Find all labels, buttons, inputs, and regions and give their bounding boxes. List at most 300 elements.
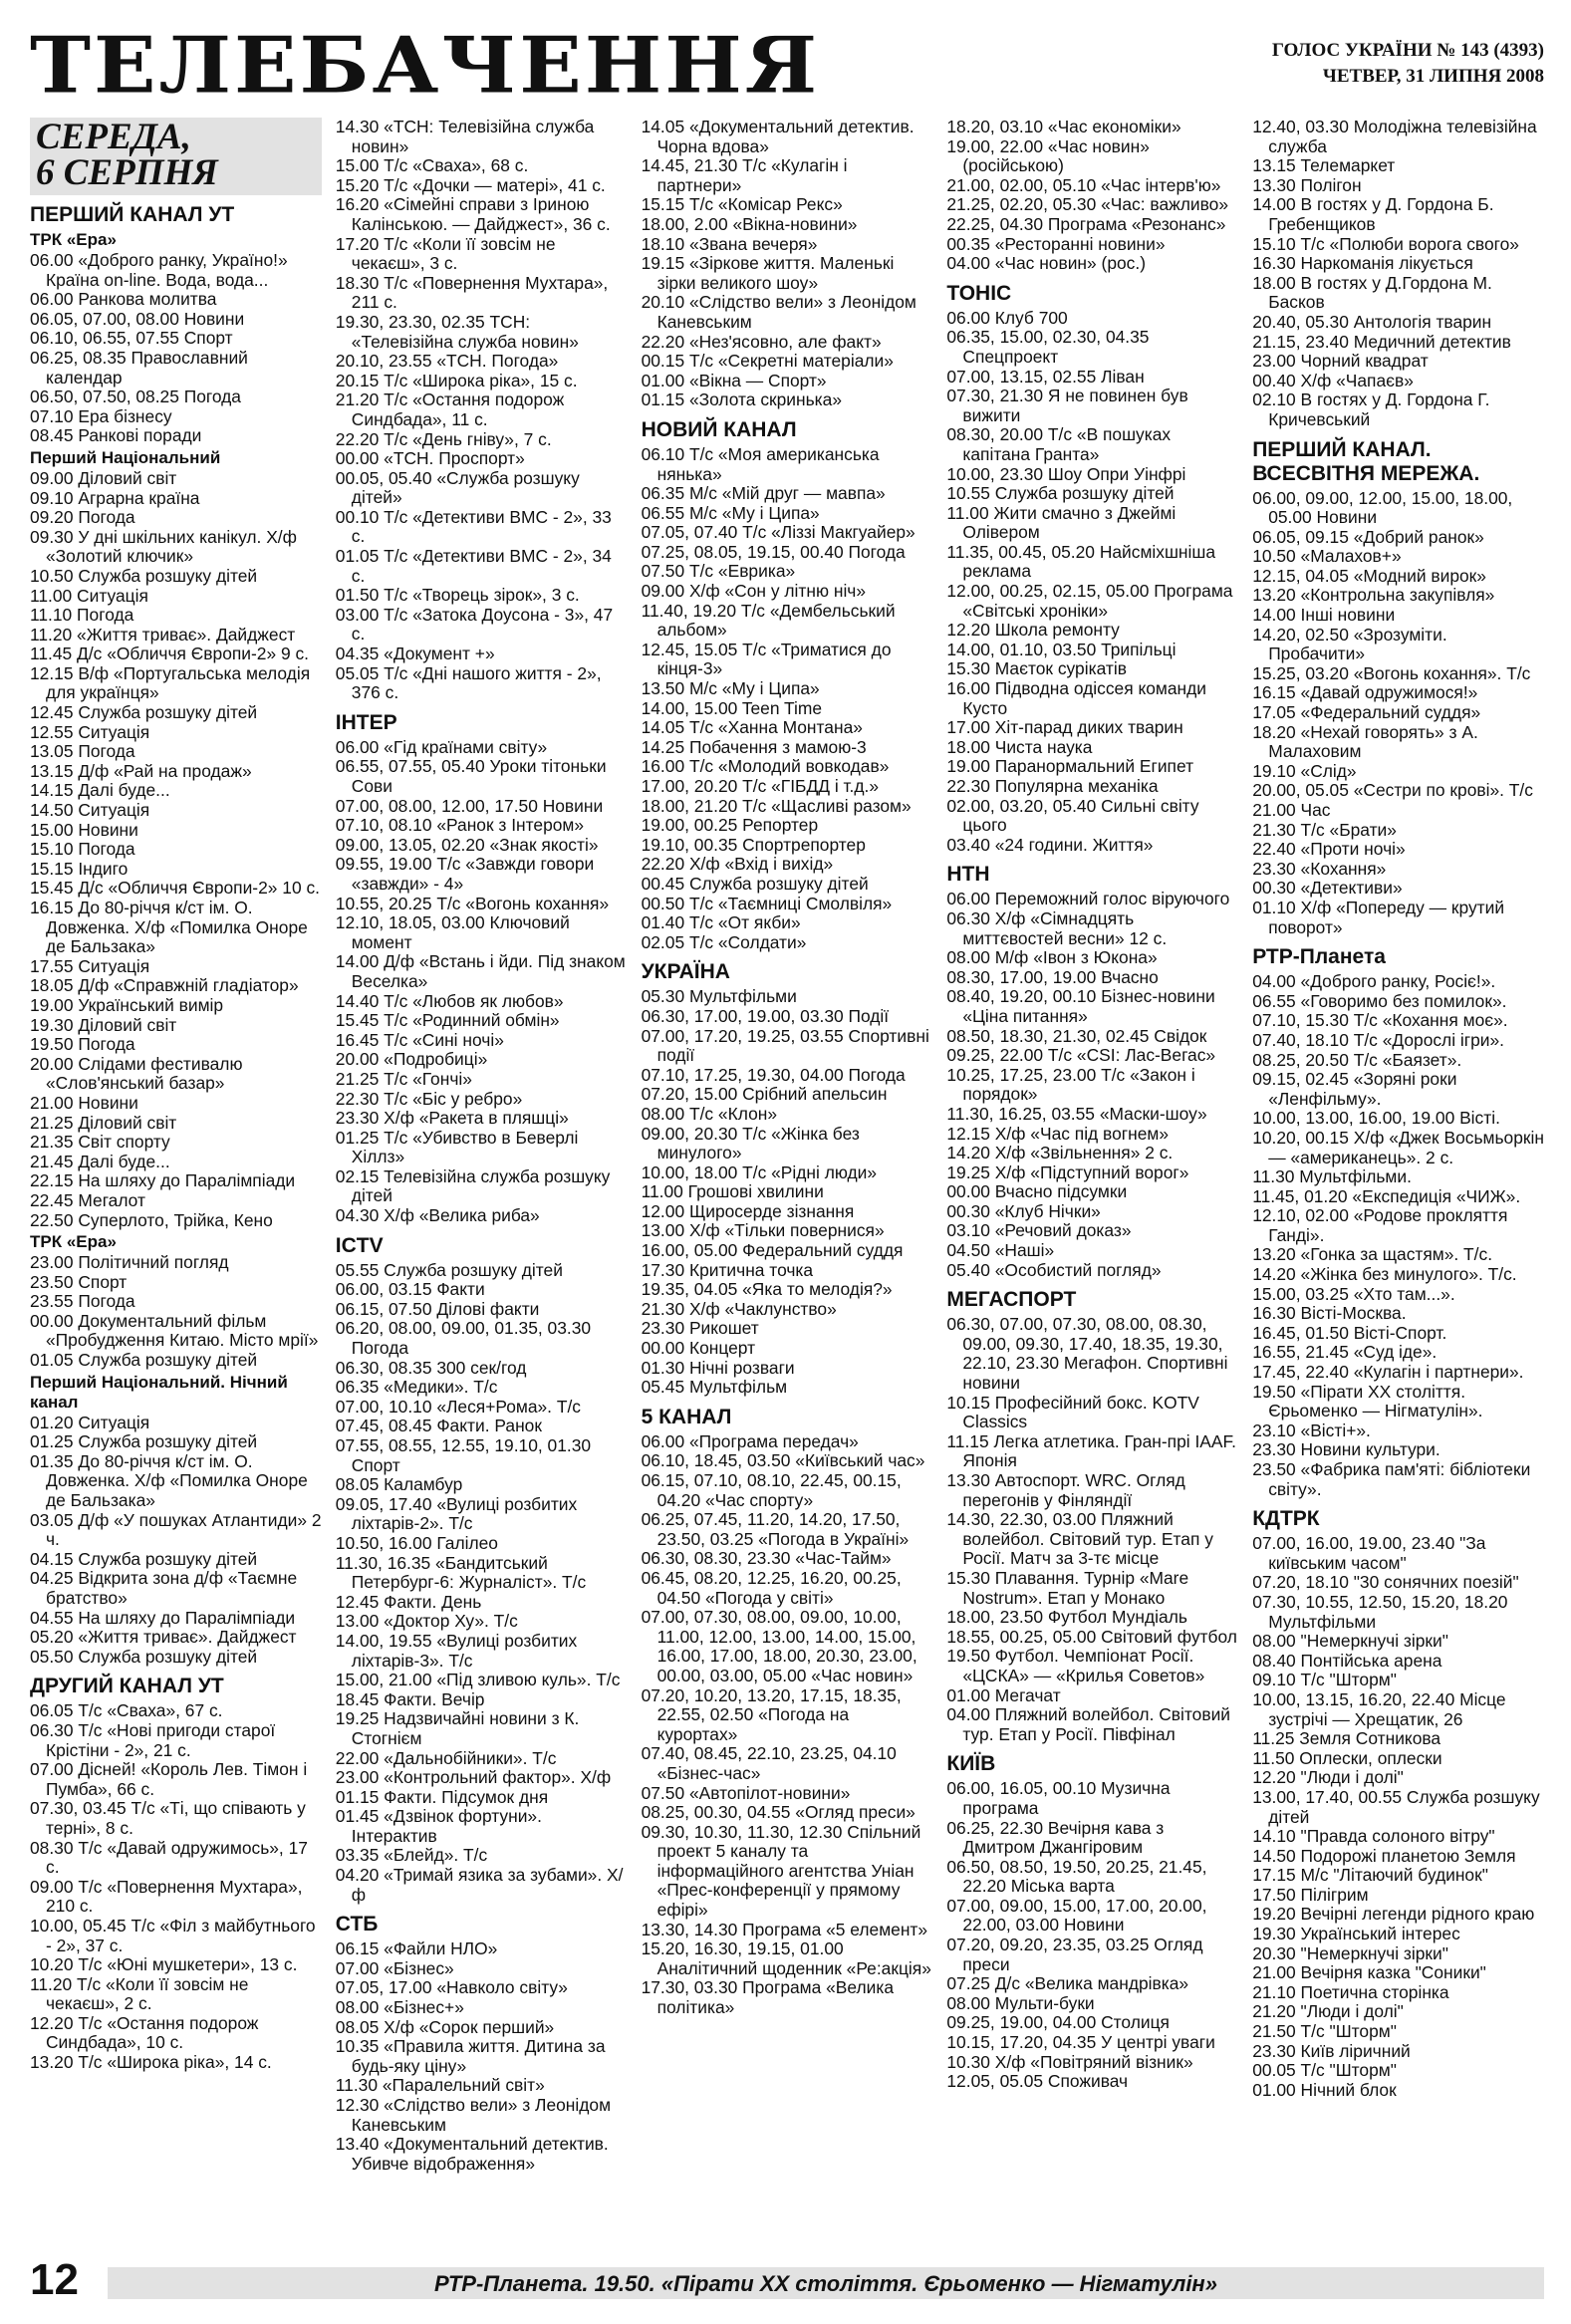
listing-item: 00.00 «ТСН. Проспорт» (335, 448, 525, 469)
listing-item: 14.45, 21.30 Т/с «Кулагін і партнери» (641, 155, 848, 195)
listing-item: 19.00, 22.00 «Час новин» (російською) (946, 135, 1150, 176)
listing-item: 18.20, 03.10 «Час економіки» (946, 118, 1181, 136)
listing-item: 15.00, 21.00 «Під зливою куль». Т/с (335, 1670, 621, 1690)
listing-item: 13.30 Полігон (1252, 174, 1362, 195)
listing-item: 02.05 Т/с «Солдати» (641, 931, 807, 952)
listing-item: 10.15 Професійний бокс. KOTV Classics (946, 1392, 1199, 1432)
listing-item: 01.45 «Дзвінок фортуни». Інтерактив (335, 1806, 542, 1846)
listing-item: 01.35 До 80-річчя к/ст ім. О. Довженка. Х/ф «Помилка Оноре де Бальзака» (30, 1450, 308, 1511)
listing-item: 13.05 Погода (30, 741, 135, 762)
listing-item: 06.00, 16.05, 00.10 Музична програма (946, 1778, 1171, 1818)
listing-item: 19.50 Футбол. Чемпіонат Росії. «ЦСКА» — «Крилья Советов» (946, 1646, 1205, 1685)
listing-item: 21.00 Час (1252, 800, 1331, 820)
listing-item: 04.50 «Наші» (946, 1240, 1055, 1261)
listing-item: 10.35 «Правила життя. Дитина за будь-яку ціну» (335, 2036, 606, 2076)
listing-item: 00.10 Т/с «Детективи ВМС - 2», 33 с. (335, 506, 612, 547)
listing-item: 08.40, 19.20, 00.10 Бізнес-новини «Ціна питання» (946, 986, 1215, 1026)
listing-item: 00.00 Концерт (641, 1338, 756, 1359)
listing-item: 10.55 Служба розшуку дітей (946, 483, 1175, 504)
listing-item: 01.00 Нічний блок (1252, 2079, 1397, 2100)
listing-item: 06.30, 17.00, 19.00, 03.30 Події (641, 1005, 890, 1026)
listing-item: 07.00, 16.00, 19.00, 23.40 "За київським часом" (1252, 1533, 1486, 1573)
listing-item: 00.00 Вчасно підсумки (946, 1181, 1128, 1202)
listing-item: 09.30 У дні шкільних канікул. Х/ф «Золотий ключик» (30, 526, 297, 567)
listing-item: 19.10, 00.35 Спортрепортер (641, 834, 866, 855)
page-footer (30, 2255, 1544, 2305)
listing-item: 06.00 Клуб 700 (946, 307, 1068, 328)
listing-item: 06.05, 07.00, 08.00 Новини (30, 308, 245, 329)
channel-subheading: ТРК «Ера» (30, 230, 117, 249)
listing-item: 12.00, 00.25, 02.15, 05.00 Програма «Світські хроніки» (946, 581, 1233, 621)
listing-item: 13.40 «Документальний детектив. Убивче відображення» (335, 2134, 609, 2174)
listing-item: 10.50 «Малахов+» (1252, 546, 1402, 567)
channel-heading: НТН (946, 863, 990, 887)
listing-item: 03.00 Т/с «Затока Доусона - 3», 47 с. (335, 604, 614, 645)
newspaper-name: ГОЛОС УКРАЇНИ № 143 (4393) (1271, 40, 1544, 61)
listing-item: 12.15 Х/ф «Час під вогнем» (946, 1123, 1169, 1144)
listing-item: 11.45, 01.20 «Експедиція «ЧИЖ». (1252, 1185, 1521, 1206)
listing-item: 17.30, 03.30 Програма «Велика політика» (641, 1977, 895, 2018)
listing-item: 19.30, 23.30, 02.35 ТСН: «Телевізійна служба новин» (335, 311, 579, 352)
listing-item: 14.20, 02.50 «Зрозуміти. Пробачити» (1252, 624, 1447, 664)
listing-item: 10.25, 17.25, 23.00 Т/с «Закон і порядок» (946, 1064, 1195, 1105)
listing-item: 09.10 Т/с "Шторм" (1252, 1670, 1397, 1690)
listing-item: 05.05 Т/с «Дні нашого життя - 2», 376 с. (335, 662, 602, 703)
channel-heading: ПЕРШИЙ КАНАЛ УТ (30, 203, 235, 226)
listing-item: 01.30 Нічні розваги (641, 1357, 795, 1378)
listing-item: 15.10 Т/с «Полюби ворога свого» (1252, 233, 1519, 254)
listing-item: 10.50 Служба розшуку дітей (30, 565, 258, 586)
listing-item: 12.15, 04.05 «Модний вирок» (1252, 565, 1486, 586)
listing-item: 19.35, 04.05 «Яка то мелодія?» (641, 1279, 893, 1300)
listing-item: 07.05, 17.00 «Навколо світу» (335, 1977, 568, 1998)
listing-item: 22.00 «Дальнобійники». Т/с (335, 1747, 557, 1768)
channel-subheading: Перший Національний. Нічний канал (30, 1372, 288, 1412)
listing-item: 10.00, 13.00, 16.00, 19.00 Вісті. (1252, 1108, 1500, 1129)
listing-item: 17.00, 20.20 Т/с «ГІБДД і т.д.» (641, 776, 880, 796)
listing-item: 03.40 «24 години. Життя» (946, 834, 1154, 855)
listing-item: 11.25 Земля Сотникова (1252, 1728, 1441, 1749)
listing-item: 00.35 «Ресторанні новини» (946, 233, 1166, 254)
listing-item: 07.30, 10.55, 12.50, 15.20, 18.20 Мультфільми (1252, 1591, 1508, 1632)
listing-item: 11.00 Грошові хвилини (641, 1181, 824, 1202)
listing-item: 01.25 Т/с «Убивство в Беверлі Хіллз» (335, 1127, 579, 1167)
listing-item: 19.25 Надзвичайні новини з К. Стогнієм (335, 1708, 580, 1748)
listing-item: 17.15 М/с "Літаючий будинок" (1252, 1865, 1488, 1886)
listing-item: 14.40 Т/с «Любов як любов» (335, 990, 564, 1011)
listing-item: 11.35, 00.45, 05.20 Найсміхшніша реклама (946, 541, 1216, 582)
listing-item: 23.50 Спорт (30, 1271, 128, 1292)
listing-item: 01.00 Мегачат (946, 1684, 1061, 1705)
listing-item: 11.30 Мультфільми. (1252, 1166, 1412, 1187)
listing-item: 15.00, 03.25 «Хто там...». (1252, 1283, 1455, 1304)
issue-info (1272, 38, 1544, 90)
listing-item: 15.00 Т/с «Сваха», 68 с. (335, 155, 529, 176)
listing-item: 02.15 Телевізійна служба розшуку дітей (335, 1165, 611, 1206)
listing-item: 10.00, 05.45 Т/с «Філ з майбутнього - 2», 37 с. (30, 1915, 316, 1955)
listing-item: 10.00, 18.00 Т/с «Рідні люди» (641, 1162, 878, 1182)
listing-item: 08.00 «Бізнес+» (335, 1997, 464, 2018)
listing-item: 15.25, 03.20 «Вогонь кохання». Т/с (1252, 662, 1531, 683)
listing-item: 18.05 Д/ф «Справжній гладіатор» (30, 975, 299, 996)
listing-item: 18.10 «Звана вечеря» (641, 233, 818, 254)
listing-item: 23.30 Рикошет (641, 1318, 759, 1339)
listing-item: 17.30 Критична точка (641, 1259, 814, 1280)
channel-heading: ІНТЕР (335, 710, 397, 734)
listing-item: 12.00 Щиросерде зізнання (641, 1200, 855, 1221)
listing-item: 05.55 Служба розшуку дітей (335, 1259, 563, 1280)
listing-item: 17.05 «Федеральний суддя» (1252, 702, 1481, 723)
listing-item: 01.25 Служба розшуку дітей (30, 1431, 258, 1452)
listing-item: 07.00, 17.20, 19.25, 03.55 Спортивні події (641, 1025, 929, 1066)
listing-item: 19.30 Діловий світ (30, 1014, 177, 1035)
listing-item: 19.30 Український інтерес (1252, 1924, 1460, 1944)
listing-item: 22.15 На шляху до Паралімпіади (30, 1170, 296, 1191)
listing-item: 18.00, 23.50 Футбол Мундіаль (946, 1607, 1187, 1628)
listing-item: 01.15 Факти. Підсумок дня (335, 1786, 549, 1807)
listing-item: 00.30 «Клуб Нічки» (946, 1200, 1101, 1221)
listing-item: 08.30, 17.00, 19.00 Вчасно (946, 966, 1159, 987)
listing-item: 18.00, 21.20 Т/с «Щасливі разом» (641, 795, 912, 816)
listing-item: 21.20 Т/с «Остання подорож Синдбада», 11 с. (335, 389, 565, 429)
listing-item: 06.35, 15.00, 02.30, 04.35 Спецпроект (946, 327, 1150, 367)
listing-item: 21.20 "Люди і долі" (1252, 2001, 1404, 2022)
listing-item: 06.20, 08.00, 09.00, 01.35, 03.30 Погода (335, 1318, 592, 1359)
listing-item: 21.25, 02.20, 05.30 «Час: важливо» (946, 194, 1228, 215)
listing-item: 09.00, 13.05, 02.20 «Знак якості» (335, 834, 599, 855)
listing-item: 21.30 Т/с «Брати» (1252, 819, 1397, 840)
listing-item: 06.25, 22.30 Вечірня кава з Дмитром Джангіровим (946, 1817, 1165, 1858)
listing-item: 16.20 «Сімейні справи з Іриною Калінською. — Дайджест», 36 с. (335, 194, 611, 234)
listing-item: 01.05 Т/с «Детективи ВМС - 2», 34 с. (335, 546, 612, 586)
listing-item: 01.20 Ситуація (30, 1412, 150, 1432)
listing-item: 05.45 Мультфільм (641, 1377, 788, 1398)
listing-item: 11.20 «Життя триває». Дайджест (30, 624, 296, 645)
listing-item: 06.00, 03.15 Факти (335, 1279, 485, 1300)
channel-subheading: Перший Національний (30, 447, 221, 467)
listing-item: 00.30 «Детективи» (1252, 878, 1403, 899)
listing-item: 09.00 Х/ф «Сон у літню ніч» (641, 581, 867, 602)
listing-item: 11.10 Погода (30, 605, 134, 626)
listing-item: 15.15 Т/с «Комісар Рекс» (641, 194, 843, 215)
listing-item: 07.10, 15.30 Т/с «Кохання моє». (1252, 1010, 1508, 1031)
listing-item: 13.20 «Контрольна закупівля» (1252, 585, 1495, 606)
listing-item: 00.40 Х/ф «Чапаєв» (1252, 370, 1414, 390)
listing-item: 05.30 Мультфільми (641, 986, 797, 1007)
listing-item: 14.30 «ТСН: Телевізійна служба новин» (335, 118, 595, 156)
listing-item: 16.00, 05.00 Федеральний суддя (641, 1240, 904, 1261)
listing-item: 07.00, 08.00, 12.00, 17.50 Новини (335, 795, 604, 816)
listing-item: 13.30, 14.30 Програма «5 елемент» (641, 1919, 928, 1939)
listing-item: 20.15 Т/с «Широка ріка», 15 с. (335, 370, 578, 390)
listing-item: 03.10 «Речовий доказ» (946, 1220, 1132, 1241)
channel-heading: МЕГАСПОРТ (946, 1288, 1077, 1312)
listing-item: 15.10 Погода (30, 839, 135, 860)
listing-item: 16.00 Т/с «Молодий вовкодав» (641, 756, 890, 777)
listing-item: 06.05, 09.15 «Добрий ранок» (1252, 526, 1484, 547)
channel-heading: ДРУГИЙ КАНАЛ УТ (30, 1675, 224, 1698)
listing-item: 04.35 «Документ +» (335, 644, 495, 664)
listing-item: 07.30, 03.45 Т/с «Ті, що співають у терні», 8 с. (30, 1798, 306, 1838)
listing-item: 19.25 Х/ф «Підступний ворог» (946, 1162, 1189, 1182)
listing-item: 18.30 Т/с «Повернення Мухтара», 211 с. (335, 272, 609, 313)
listing-item: 04.25 Відкрита зона д/ф «Таємне братство» (30, 1568, 298, 1608)
listing-item: 11.15 Легка атлетика. Гран-прі IAAF. Японія (946, 1430, 1237, 1471)
column-3 (642, 118, 933, 2259)
listing-item: 09.25, 19.00, 04.00 Столиця (946, 2012, 1170, 2033)
listing-item: 07.00, 07.30, 08.00, 09.00, 10.00, 11.00, 12.00, 13.00, 14.00, 15.00, 16.00, 17.00, 18.00, 20.30, 23.00, 00.00, 03.00, 05.00 «Час новин» (641, 1607, 917, 1685)
listing-item: 23.55 Погода (30, 1291, 135, 1312)
listing-item: 18.00, 2.00 «Вікна-новини» (641, 213, 858, 234)
listing-item: 13.30 Автоспорт. WRC. Огляд перегонів у Фінляндії (946, 1470, 1185, 1510)
listing-item: 04.20 «Тримай язика за зубами». Х/ф (335, 1865, 624, 1905)
listing-item: 09.05, 17.40 «Вулиці розбитих ліхтарів-2». Т/с (335, 1493, 578, 1534)
listing-item: 01.10 Х/ф «Попереду — крутий поворот» (1252, 897, 1505, 937)
listing-item: 04.15 Служба розшуку дітей (30, 1548, 258, 1569)
listing-item: 20.00 «Подробиці» (335, 1049, 488, 1070)
listing-item: 07.30, 21.30 Я не повинен був вижити (946, 386, 1188, 425)
listing-item: 18.00 Чиста наука (946, 736, 1093, 757)
listing-item: 14.00 Інші новини (1252, 605, 1396, 626)
listing-item: 04.30 Х/ф «Велика риба» (335, 1205, 540, 1226)
footer-highlight: РТР-Планета. 19.50. «Пірати ХХ століття. Єрьоменко — Нігматулін» (434, 2271, 1217, 2296)
listing-item: 14.05 Т/с «Ханна Монтана» (641, 717, 863, 738)
listing-item: 00.45 Служба розшуку дітей (641, 873, 869, 894)
listing-item: 02.00, 03.20, 05.40 Сильні світу цього (946, 795, 1199, 836)
listing-item: 21.15, 23.40 Медичний детектив (1252, 331, 1511, 352)
listing-item: 21.50 Т/с "Шторм" (1252, 2021, 1397, 2042)
listing-item: 09.30, 10.30, 11.30, 12.30 Спільний проект 5 каналу та інформаційного агентства Уніан «Прес-конференції у прямому ефірі» (641, 1821, 921, 1921)
listing-item: 22.30 Т/с «Біс у ребро» (335, 1088, 523, 1109)
listing-item: 04.00 «Час новин» (рос.) (946, 253, 1146, 274)
channel-heading: ТОНІС (946, 281, 1012, 305)
listing-item: 11.00 Ситуація (30, 585, 148, 606)
listing-item: 21.25 Т/с «Гончі» (335, 1068, 472, 1089)
listing-item: 21.25 Діловий світ (30, 1112, 177, 1133)
listing-item: 07.55, 08.55, 12.55, 19.10, 01.30 Спорт (335, 1435, 592, 1475)
listing-item: 14.20 «Жінка без минулого». Т/с. (1252, 1264, 1517, 1285)
listing-item: 07.25 Д/с «Велика мандрівка» (946, 1973, 1189, 1994)
listing-item: 06.50, 07.50, 08.25 Погода (30, 387, 241, 407)
channel-heading: РТР-Планета (1252, 945, 1386, 969)
listing-item: 06.30, 07.00, 07.30, 08.00, 08.30, 09.00, 09.30, 17.40, 18.35, 19.30, 22.10, 23.30 Мегафон. Спортивні новини (946, 1314, 1228, 1394)
listing-item: 14.05 «Документальний детектив. Чорна вдова» (641, 118, 915, 156)
listing-item: 07.40, 18.10 Т/с «Дорослі ігри». (1252, 1029, 1504, 1050)
listing-item: 21.00 Вечірня казка "Соники" (1252, 1962, 1486, 1983)
listing-item: 08.50, 18.30, 21.30, 02.45 Свідок (946, 1025, 1207, 1046)
listing-item: 14.00 В гостях у Д. Гордона Б. Гребенщиков (1252, 194, 1494, 234)
listing-item: 10.30 Х/ф «Повітряний візник» (946, 2051, 1193, 2072)
listing-item: 14.00, 01.10, 03.50 Трипільці (946, 639, 1177, 659)
listing-item: 08.30, 20.00 Т/с «В пошуках капітана Гранта» (946, 424, 1172, 464)
listing-item: 22.25, 04.30 Програма «Резонанс» (946, 213, 1226, 234)
listing-item: 09.20 Погода (30, 507, 135, 528)
listing-item: 14.00 Д/ф «Встань і йди. Під знаком Веселка» (335, 951, 626, 991)
listing-item: 13.50 М/с «Му і Ципа» (641, 678, 820, 699)
listing-item: 15.45 Д/с «Обличчя Європи-2» 10 с. (30, 878, 320, 899)
listing-item: 06.10, 18.45, 03.50 «Київський час» (641, 1450, 925, 1471)
listing-item: 14.25 Побачення з мамою-3 (641, 736, 867, 757)
listing-item: 10.20, 00.15 Х/ф «Джек Восьмьоркін — «американець». 2 с. (1252, 1127, 1544, 1167)
listing-item: 06.35 М/с «Мій друг — мавпа» (641, 483, 886, 504)
listing-item: 06.45, 08.20, 12.25, 16.20, 00.25, 04.50 «Погода у світі» (641, 1567, 902, 1608)
listing-item: 15.20, 16.30, 19.15, 01.00 Аналітичний щоденник «Ре:акція» (641, 1938, 931, 1978)
column-1 (30, 118, 322, 2259)
listing-item: 19.50 Погода (30, 1034, 135, 1055)
channel-heading: ICTV (335, 1233, 384, 1257)
listing-item: 15.20 Т/с «Дочки — матері», 41 с. (335, 174, 606, 195)
listing-item: 23.30 Київ ліричний (1252, 2040, 1411, 2061)
listing-item: 07.20, 15.00 Срібний апельсин (641, 1084, 888, 1105)
listing-item: 22.20 Х/ф «Вхід і вихід» (641, 854, 834, 875)
listing-item: 07.00 Дісней! «Король Лев. Тімон і Пумба», 66 с. (30, 1759, 308, 1799)
listing-item: 09.15, 02.45 «Зоряні роки «Ленфільму». (1252, 1069, 1457, 1109)
listing-item: 10.50, 16.00 Галілео (335, 1532, 498, 1553)
listing-item: 11.40, 19.20 Т/с «Дембельський альбом» (641, 600, 896, 641)
listing-item: 05.40 «Особистий погляд» (946, 1259, 1162, 1280)
listing-item: 16.45 Т/с «Сині ночі» (335, 1029, 504, 1050)
listing-item: 12.20 "Люди і долі" (1252, 1767, 1404, 1788)
listing-item: 06.30 Х/ф «Сімнадцять миттєвостей весни» 12 с. (946, 907, 1168, 948)
listing-item: 07.00, 10.10 «Леся+Рома». Т/с (335, 1396, 581, 1417)
listing-item: 23.50 «Фабрика пам'яті: бібліотеки світу». (1252, 1459, 1531, 1499)
listing-item: 20.10 «Слідство вели» з Леонідом Каневським (641, 292, 916, 332)
listing-item: 15.30 Плавання. Турнір «Mare Nostrum». Етап у Монако (946, 1567, 1189, 1608)
listing-item: 04.55 На шляху до Паралімпіади (30, 1607, 296, 1628)
listing-item: 07.00, 09.00, 15.00, 17.00, 20.00, 22.00, 03.00 Новини (946, 1895, 1207, 1936)
channel-heading: КИЇВ (946, 1752, 996, 1776)
listing-item: 00.05 Т/с "Шторм" (1252, 2060, 1397, 2081)
listing-item: 01.05 Служба розшуку дітей (30, 1350, 258, 1371)
listing-item: 06.00 «Гід країнами світу» (335, 736, 548, 757)
listing-item: 17.20 Т/с «Коли її зовсім не чекаєш», 3 с. (335, 233, 556, 274)
listing-item: 23.30 Х/ф «Ракета в пляшці» (335, 1108, 569, 1129)
listing-item: 06.00 «Програма передач» (641, 1430, 859, 1451)
listing-item: 00.15 Т/с «Секретні матеріали» (641, 351, 894, 372)
listing-item: 21.00, 02.00, 05.10 «Час інтерв'ю» (946, 174, 1221, 195)
listing-item: 07.10 Ера бізнесу (30, 405, 172, 426)
day-heading-text: СЕРЕДА, 6 СЕРПНЯ (36, 118, 218, 193)
listing-item: 18.45 Факти. Вечір (335, 1688, 485, 1709)
listing-item: 13.20 Т/с «Широка ріка», 14 с. (30, 2052, 272, 2073)
listing-item: 01.00 «Вікна — Спорт» (641, 370, 827, 390)
listing-item: 21.30 Х/ф «Чаклунство» (641, 1298, 837, 1319)
listing-item: 08.40 Понтійська арена (1252, 1650, 1442, 1671)
listing-item: 09.55, 19.00 Т/с «Завжди говори «завжди» - 4» (335, 854, 595, 894)
listing-item: 15.00 Новини (30, 819, 138, 840)
listing-item: 21.00 Новини (30, 1092, 138, 1113)
listing-item: 06.15, 07.10, 08.10, 22.45, 00.15, 04.20 «Час спорту» (641, 1470, 902, 1510)
listing-item: 16.45, 01.50 Вісті-Спорт. (1252, 1322, 1447, 1343)
listing-item: 15.15 Індиго (30, 858, 129, 879)
listing-item: 07.00 «Бізнес» (335, 1957, 454, 1978)
listing-item: 04.00 Пляжний волейбол. Світовий тур. Етап у Росії. Півфінал (946, 1704, 1231, 1744)
listing-item: 23.30 Новини культури. (1252, 1439, 1440, 1460)
listing-item: 12.45 Факти. День (335, 1591, 482, 1612)
listing-item: 17.50 Пілігрим (1252, 1884, 1369, 1905)
listing-item: 07.05, 07.40 Т/с «Ліззі Макгуайер» (641, 522, 916, 543)
listing-item: 14.10 "Правда солоного вітру" (1252, 1826, 1495, 1847)
listing-item: 21.45 Далі буде... (30, 1151, 170, 1171)
page-number: 12 (30, 2255, 79, 2304)
listing-item: 06.35 «Медики». Т/с (335, 1377, 498, 1398)
listing-item: 14.50 Ситуація (30, 800, 150, 821)
listing-item: 20.00 Слідами фестивалю «Слов'янський базар» (30, 1053, 243, 1094)
listing-item: 22.30 Популярна механіка (946, 776, 1159, 796)
column-4 (946, 118, 1238, 2259)
listing-item: 16.15 До 80-річчя к/ст ім. О. Довженка. Х/ф «Помилка Оноре де Бальзака» (30, 898, 308, 957)
listing-item: 19.00 Український вимір (30, 994, 224, 1015)
listing-item: 00.05, 05.40 «Служба розшуку дітей» (335, 467, 580, 508)
listing-item: 10.00, 23.30 Шоу Опри Уінфрі (946, 463, 1186, 484)
listing-item: 08.25, 20.50 Т/с «Баязет». (1252, 1049, 1462, 1070)
listing-item: 00.00 Документальний фільм «Пробудження Китаю. Місто мрії» (30, 1310, 319, 1351)
listing-item: 12.55 Ситуація (30, 721, 150, 742)
listing-item: 10.20 Т/с «Юні мушкетери», 13 с. (30, 1954, 298, 1975)
listing-item: 18.55, 00.25, 05.00 Світовий футбол (946, 1626, 1237, 1647)
listing-item: 06.50, 08.50, 19.50, 20.25, 21.45, 22.20 Міська варта (946, 1856, 1207, 1897)
listing-item: 09.00, 20.30 Т/с «Жінка без минулого» (641, 1123, 860, 1163)
listing-item: 12.20 Школа ремонту (946, 620, 1120, 641)
listing-item: 19.50 «Пірати ХХ століття. Єрьоменко — Нігматулін». (1252, 1381, 1483, 1421)
listing-item: 12.45, 15.05 Т/с «Триматися до кінця-3» (641, 639, 892, 679)
listing-item: 10.55, 20.25 Т/с «Вогонь кохання» (335, 893, 610, 913)
listing-item: 20.30 "Немеркнучі зірки" (1252, 1942, 1448, 1963)
listing-item: 11.30 «Паралельний світ» (335, 2075, 545, 2096)
channel-heading: КДТРК (1252, 1507, 1320, 1531)
channel-heading: 5 КАНАЛ (641, 1405, 732, 1428)
listing-item: 11.50 Оплески, оплески (1252, 1747, 1442, 1768)
listing-item: 06.15 «Файли НЛО» (335, 1938, 498, 1959)
listing-item: 20.00, 05.05 «Сестри по крові». Т/с (1252, 780, 1533, 801)
issue-date: ЧЕТВЕР, 31 ЛИПНЯ 2008 (1322, 66, 1544, 87)
listing-item: 14.00, 19.55 «Вулиці розбитих ліхтарів-3». Т/с (335, 1630, 578, 1671)
listing-item: 17.55 Ситуація (30, 955, 150, 976)
channel-heading: СТБ (335, 1913, 379, 1937)
listing-item: 14.30, 22.30, 03.00 Пляжний волейбол. Світовий тур. Етап у Росії. Матч за 3-тє місце (946, 1509, 1213, 1569)
listing-item: 07.10, 08.10 «Ранок з Інтером» (335, 815, 585, 836)
listing-item: 19.00 Паранормальний Египет (946, 756, 1194, 777)
listing-item: 23.30 «Кохання» (1252, 858, 1387, 879)
listing-item: 23.00 Політичний погляд (30, 1252, 229, 1273)
listing-item: 07.20, 18.10 "30 сонячних поезій" (1252, 1572, 1519, 1593)
listing-item: 07.50 Т/с «Еврика» (641, 561, 796, 582)
listing-item: 19.20 Вечірні легенди рідного краю (1252, 1904, 1535, 1925)
listing-item: 11.30, 16.35 «Бандитський Петербург-6: Журналіст». Т/с (335, 1552, 587, 1593)
listing-item: 19.15 «Зіркове життя. Маленькі зірки великого шоу» (641, 253, 895, 293)
listing-item: 22.20 «Нез'ясовно, але факт» (641, 331, 882, 352)
column-2 (336, 118, 628, 2259)
listing-item: 09.25, 22.00 Т/с «CSI: Лас-Вегас» (946, 1045, 1216, 1066)
listing-item: 06.30 Т/с «Нові пригоди старої Крістіни - 2», 21 с. (30, 1719, 276, 1760)
listing-item: 07.50 «Автопілот-новини» (641, 1782, 851, 1803)
listing-item: 13.00 Х/ф «Тільки повернися» (641, 1220, 885, 1241)
listing-item: 05.20 «Життя триває». Дайджест (30, 1627, 297, 1648)
listing-item: 06.55 «Говоримо без помилок». (1252, 990, 1507, 1011)
listing-item: 07.45, 08.45 Факти. Ранок (335, 1416, 542, 1436)
listing-item: 06.55 М/с «Му і Ципа» (641, 502, 820, 523)
listing-item: 14.20 Х/ф «Звільнення» 2 с. (946, 1143, 1174, 1163)
listing-item: 23.00 Чорний квадрат (1252, 351, 1429, 372)
column-5 (1252, 118, 1544, 2259)
listing-item: 18.20 «Нехай говорять» з А. Малаховим (1252, 721, 1478, 762)
listing-item: 22.45 Мегалот (30, 1189, 145, 1210)
listing-item: 12.40, 03.30 Молодіжна телевізійна служба (1252, 118, 1537, 156)
listing-item: 14.50 Подорожі планетою Земля (1252, 1845, 1516, 1866)
listing-item: 07.40, 08.45, 22.10, 23.25, 04.10 «Бізнес-час» (641, 1743, 897, 1783)
listing-item: 06.30, 08.30, 23.30 «Час-Тайм» (641, 1548, 892, 1569)
listing-item: 13.00 «Доктор Ху». Т/с (335, 1611, 518, 1632)
